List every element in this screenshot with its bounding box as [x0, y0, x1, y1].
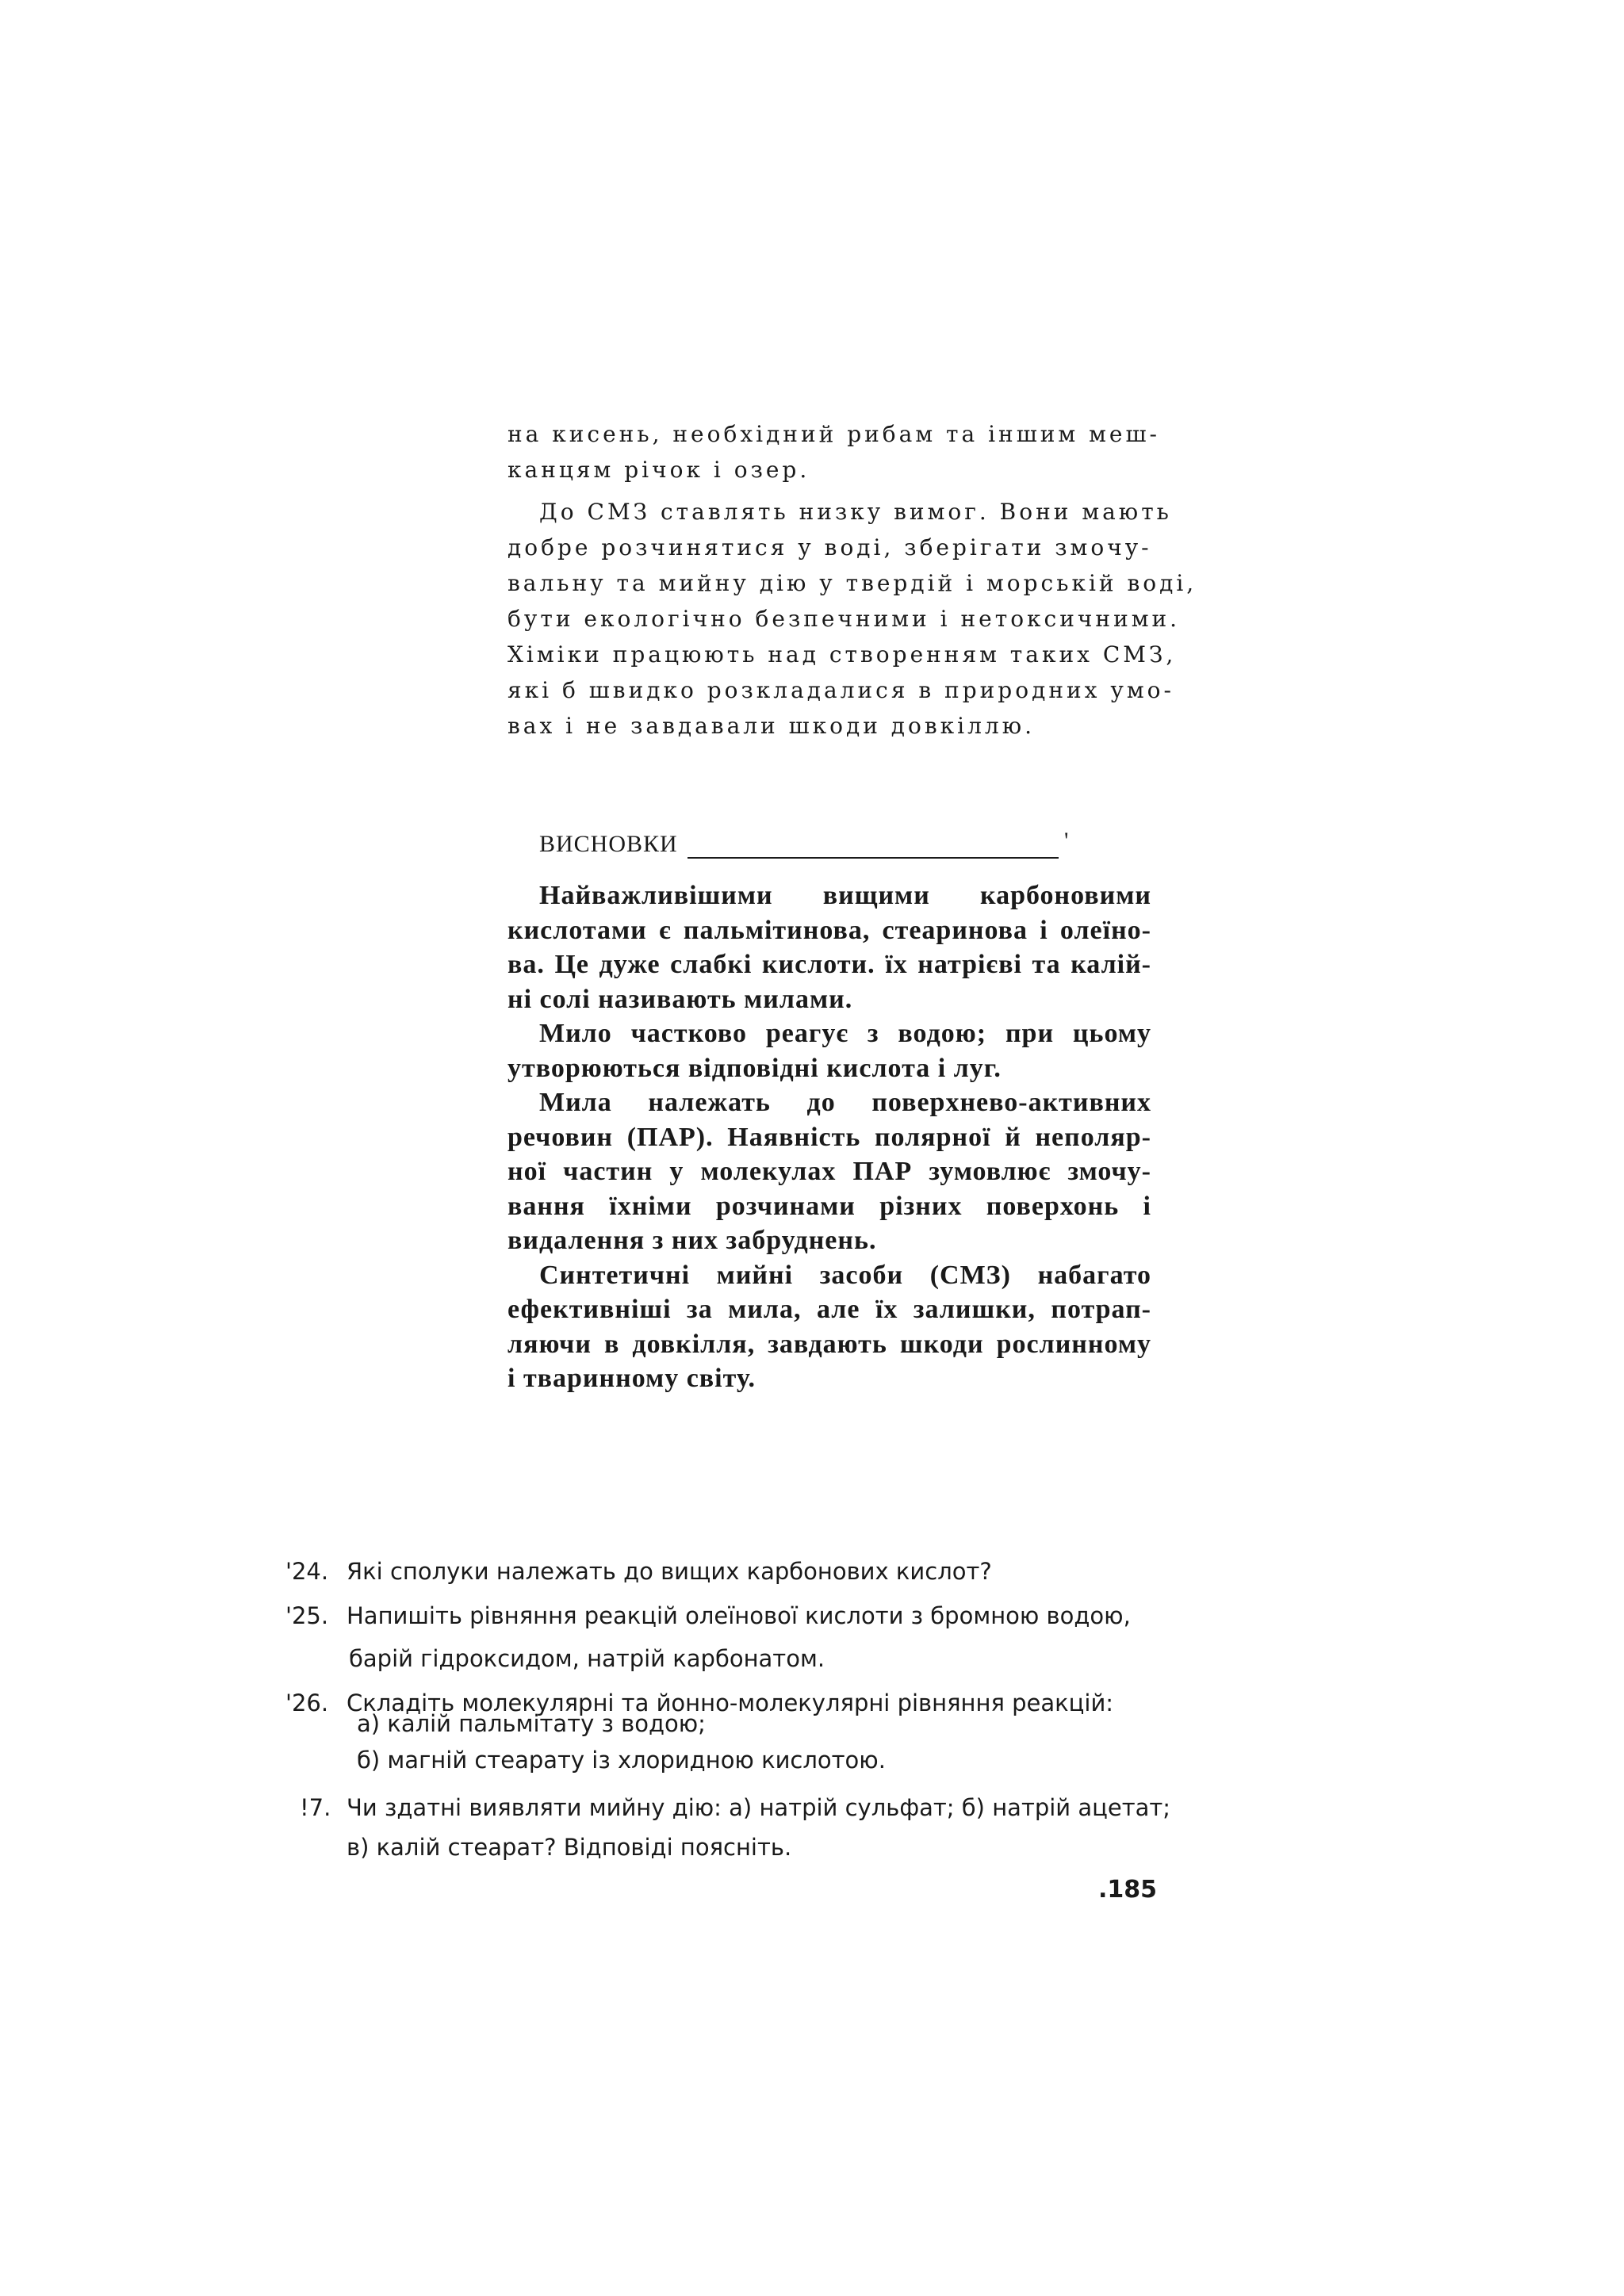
question-text: Чи здатні виявляти мийну дію: а) натрій сульфат; б) натрій ацетат;	[347, 1794, 1171, 1821]
conclusion-line: і тваринному світу.	[508, 1364, 756, 1393]
conclusion-line: Мила належать до поверхнево-активних	[539, 1088, 1151, 1117]
question-text: Складіть молекулярні та йонно-молекулярні рівняння реакцій:	[347, 1689, 1114, 1716]
question-number: '26.	[285, 1689, 329, 1716]
question-text: барій гідроксидом, натрій карбонатом.	[349, 1645, 825, 1672]
heading-underline	[688, 857, 1059, 859]
intro-line: вах і не завдавали шкоди довкіллю.	[508, 713, 1035, 739]
conclusion-line: Найважливішими вищими карбоновими	[539, 881, 1151, 910]
intro-line: на кисень, необхідний рибам та іншим меш-	[508, 421, 1160, 447]
conclusion-line: ефективніші за мила, але їх залишки, потрап-	[508, 1295, 1151, 1324]
question-number: '25.	[285, 1602, 329, 1629]
intro-line: вальну та мийну дію у твердій і морській воді,	[508, 570, 1197, 596]
conclusions-title: ВИСНОВКИ	[539, 831, 678, 857]
question-text: Які сполуки належать до вищих карбонових кислот?	[347, 1558, 992, 1585]
conclusion-line: ні солі називають милами.	[508, 984, 853, 1014]
question-text: Напишіть рівняння реакцій олеїнової кислоти з бромною водою,	[347, 1602, 1131, 1629]
intro-text	[508, 416, 1197, 744]
conclusion-line: вання їхніми розчинами різних поверхонь і	[508, 1191, 1151, 1221]
conclusion-line: кислотами є пальмітинова, стеаринова і олеїно-	[508, 915, 1151, 945]
conclusion-line: утворюються відповідні кислота і луг.	[508, 1053, 1002, 1083]
conclusion-line: видалення з них забруднень.	[508, 1226, 877, 1255]
page-number: .185	[1098, 1876, 1158, 1904]
question-number: !7.	[300, 1794, 331, 1821]
intro-line: До СМЗ ставлять низку вимог. Вони мають	[539, 499, 1172, 525]
question-text: б) магній стеарату із хлоридною кислотою.	[357, 1747, 886, 1774]
conclusion-line: речовин (ПАР). Наявність полярної й неполяр-	[508, 1122, 1151, 1152]
question-text: в) калій стеарат? Відповіді поясніть.	[347, 1834, 792, 1861]
intro-line: які б швидко розкладалися в природних умо-	[508, 677, 1174, 703]
question-number: '24.	[285, 1558, 329, 1585]
intro-line: добре розчинятися у воді, зберігати змочу-	[508, 534, 1152, 561]
conclusions-text	[508, 878, 1151, 1396]
conclusion-line: Синтетичні мийні засоби (СМЗ) набагато	[539, 1260, 1151, 1290]
intro-line: Хіміки працюють над створенням таких СМЗ,	[508, 641, 1177, 668]
conclusion-line: Мило частково реагує з водою; при цьому	[539, 1019, 1151, 1048]
heading-tick: '	[1064, 828, 1070, 854]
intro-line: бути екологічно безпечними і нетоксичними.	[508, 606, 1181, 632]
conclusion-line: ляючи в довкілля, завдають шкоди рослинному	[508, 1329, 1151, 1359]
question-text: а) калій пальмітату з водою;	[357, 1710, 706, 1737]
conclusion-line: ної частин у молекулах ПАР зумовлює змочу-	[508, 1157, 1151, 1186]
conclusion-line: ва. Це дуже слабкі кислоти. їх натрієві та калій-	[508, 950, 1151, 979]
intro-line: канцям річок і озер.	[508, 457, 810, 483]
conclusions-heading	[539, 828, 1126, 863]
